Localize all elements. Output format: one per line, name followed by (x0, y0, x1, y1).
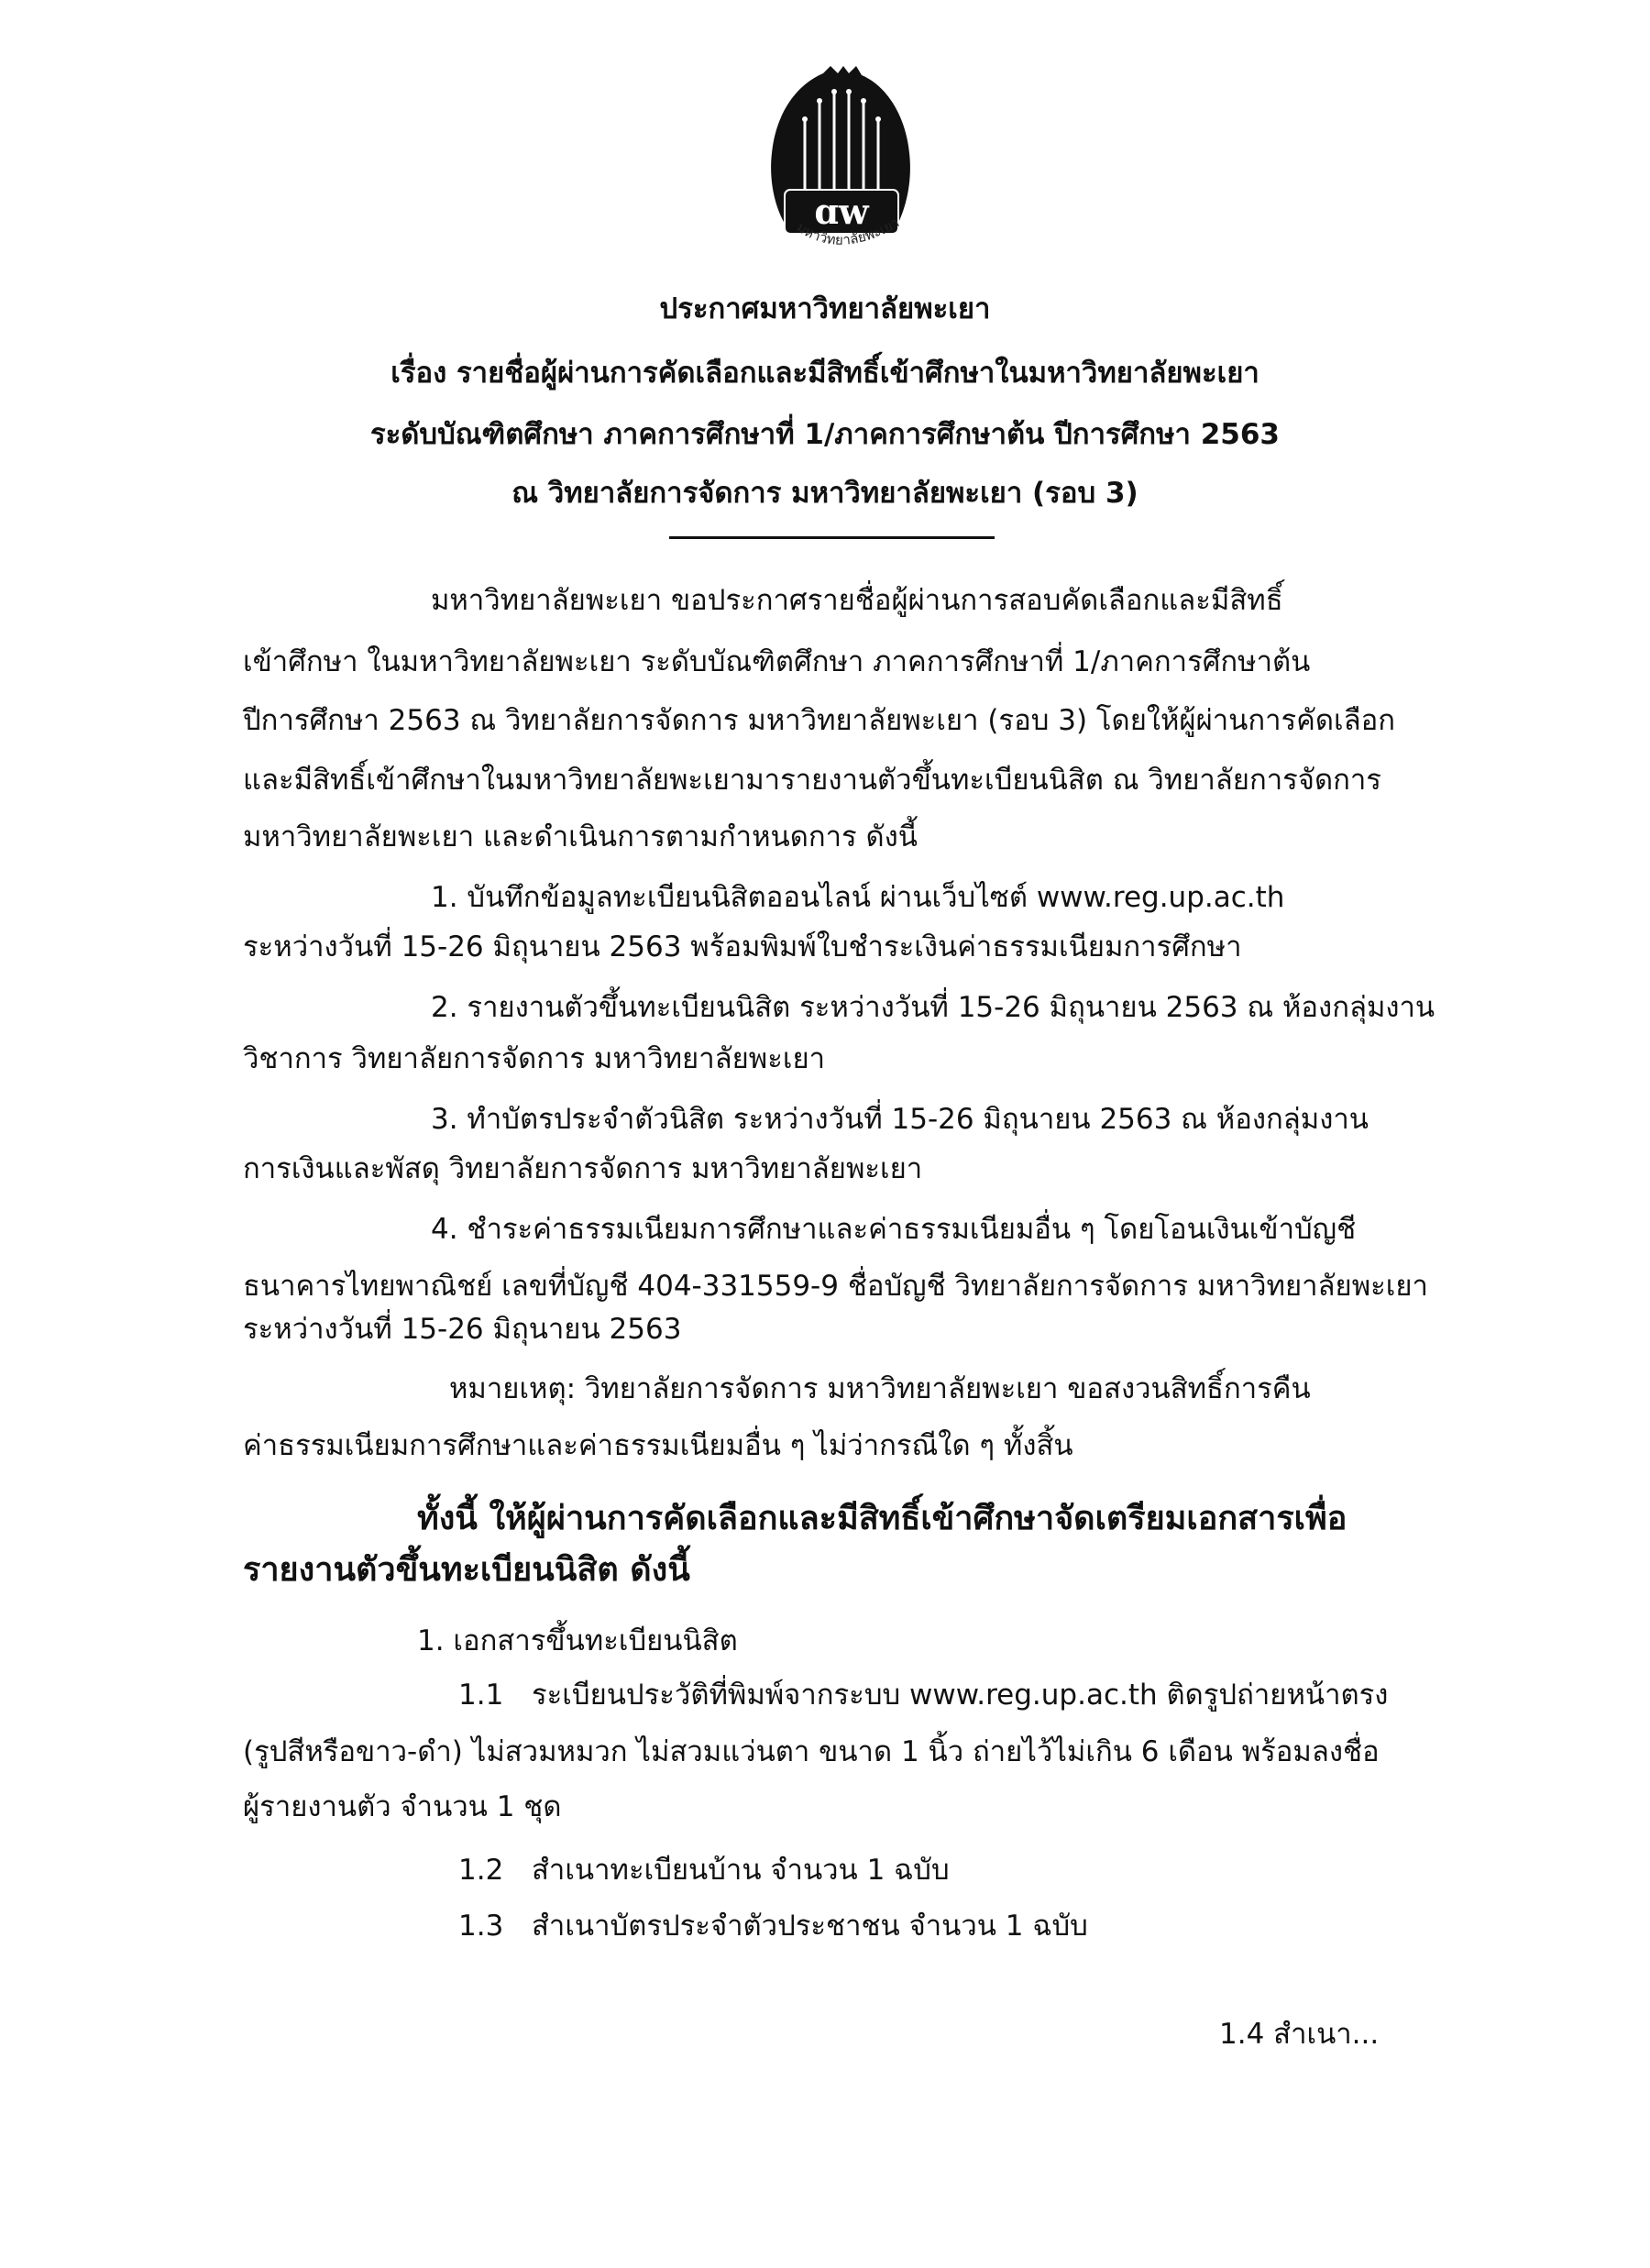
step-line: 2. รายงานตัวขึ้นทะเบียนนิสิต ระหว่างวันที่ 15-26 มิถุนายน 2563 ณ ห้องกลุ่มงาน (431, 991, 1436, 1024)
document-item-line: ระเบียนประวัติที่พิมพ์จากระบบ www.reg.up.ac.th ติดรูปถ่ายหน้าตรง (532, 1679, 1389, 1712)
document-item-number: 1.1 (458, 1679, 504, 1712)
step-line: ธนาคารไทยพาณิชย์ เลขที่บัญชี 404-331559-9 ชื่อบัญชี วิทยาลัยการจัดการ มหาวิทยาลัยพะเยา (243, 1270, 1428, 1303)
step-line: 3. ทำบัตรประจำตัวนิสิต ระหว่างวันที่ 15-26 มิถุนายน 2563 ณ ห้องกลุ่มงาน (431, 1103, 1369, 1136)
step-line: การเงินและพัสดุ วิทยาลัยการจัดการ มหาวิทยาลัยพะเยา (243, 1152, 923, 1185)
university-emblem-icon (759, 66, 924, 263)
page-continuation-note: 1.4 สำเนา... (1219, 2018, 1380, 2051)
step-line: วิชาการ วิทยาลัยการจัดการ มหาวิทยาลัยพะเยา (243, 1042, 826, 1075)
intro-line: มหาวิทยาลัยพะเยา และดำเนินการตามกำหนดการ ดังนี้ (243, 820, 918, 853)
announcement-level: ระดับบัณฑิตศึกษา ภาคการศึกษาที่ 1/ภาคการศึกษาต้น ปีการศึกษา 2563 (370, 418, 1280, 451)
note-line: หมายเหตุ: วิทยาลัยการจัดการ มหาวิทยาลัยพะเยา ขอสงวนสิทธิ์การคืน (449, 1372, 1311, 1405)
documents-heading-line: รายงานตัวขึ้นทะเบียนนิสิต ดังนี้ (243, 1551, 690, 1589)
announcement-place: ณ วิทยาลัยการจัดการ มหาวิทยาลัยพะเยา (รอบ 3) (512, 477, 1138, 510)
announcement-title: ประกาศมหาวิทยาลัยพะเยา (659, 292, 991, 325)
step-line: 1. บันทึกข้อมูลทะเบียนนิสิตออนไลน์ ผ่านเว็บไซต์ www.reg.up.ac.th (431, 881, 1285, 914)
note-line: ค่าธรรมเนียมการศึกษาและค่าธรรมเนียมอื่น ๆ ไม่ว่ากรณีใด ๆ ทั้งสิ้น (243, 1429, 1073, 1462)
intro-line: มหาวิทยาลัยพะเยา ขอประกาศรายชื่อผู้ผ่านการสอบคัดเลือกและมีสิทธิ์ (431, 584, 1283, 617)
step-line: 4. ชำระค่าธรรมเนียมการศึกษาและค่าธรรมเนียมอื่น ๆ โดยโอนเงินเข้าบัญชี (431, 1213, 1357, 1246)
document-item-line: สำเนาทะเบียนบ้าน จำนวน 1 ฉบับ (532, 1854, 950, 1887)
intro-line: และมีสิทธิ์เข้าศึกษาในมหาวิทยาลัยพะเยามารายงานตัวขึ้นทะเบียนนิสิต ณ วิทยาลัยการจัดการ (243, 764, 1381, 797)
svg-text:มหาวิทยาลัยพะเยา: มหาวิทยาลัยพะเยา (793, 214, 903, 248)
documents-section-title: 1. เอกสารขึ้นทะเบียนนิสิต (417, 1624, 738, 1657)
document-item-number: 1.3 (458, 1910, 504, 1943)
intro-line: ปีการศึกษา 2563 ณ วิทยาลัยการจัดการ มหาวิทยาลัยพะเยา (รอบ 3) โดยให้ผู้ผ่านการคัดเลือก (243, 704, 1396, 737)
document-item-number: 1.2 (458, 1854, 504, 1887)
document-item-line: สำเนาบัตรประจำตัวประชาชน จำนวน 1 ฉบับ (532, 1910, 1088, 1943)
documents-heading-line: ทั้งนี้ ให้ผู้ผ่านการคัดเลือกและมีสิทธิ์เข้าศึกษาจัดเตรียมเอกสารเพื่อ (417, 1500, 1348, 1537)
svg-text:ɑw: ɑw (814, 191, 869, 232)
document-item-line: (รูปสีหรือขาว-ดำ) ไม่สวมหมวก ไม่สวมแว่นตา ขนาด 1 นิ้ว ถ่ายไว้ไม่เกิน 6 เดือน พร้อมลงชื่อ (243, 1735, 1380, 1768)
intro-line: เข้าศึกษา ในมหาวิทยาลัยพะเยา ระดับบัณฑิตศึกษา ภาคการศึกษาที่ 1/ภาคการศึกษาต้น (243, 645, 1311, 678)
title-divider (669, 536, 995, 539)
step-line: ระหว่างวันที่ 15-26 มิถุนายน 2563 พร้อมพิมพ์ใบชำระเงินค่าธรรมเนียมการศึกษา (243, 930, 1242, 963)
step-line: ระหว่างวันที่ 15-26 มิถุนายน 2563 (243, 1313, 682, 1346)
announcement-subject: เรื่อง รายชื่อผู้ผ่านการคัดเลือกและมีสิทธิ์เข้าศึกษาในมหาวิทยาลัยพะเยา (390, 357, 1260, 390)
document-item-line: ผู้รายงานตัว จำนวน 1 ชุด (243, 1790, 562, 1823)
